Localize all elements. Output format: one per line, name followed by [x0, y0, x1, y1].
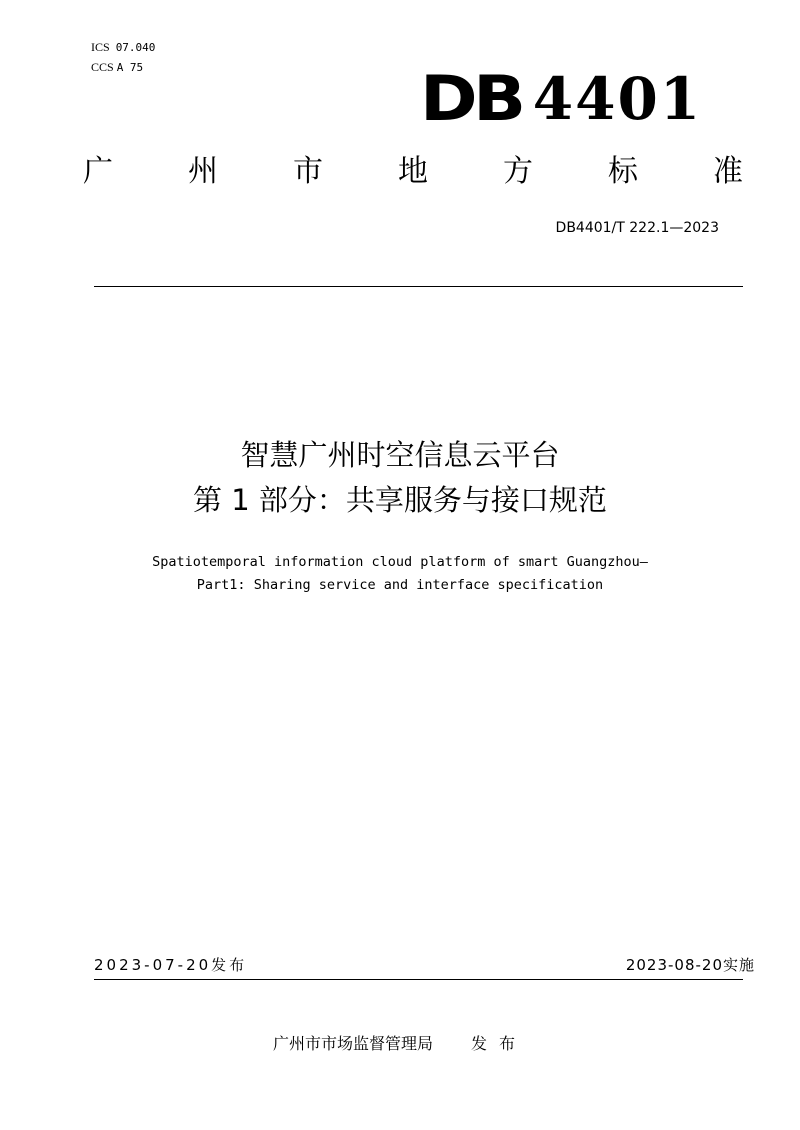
ccs-label: CCS [91, 60, 114, 74]
ics-line [91, 40, 155, 55]
header-divider [94, 286, 743, 287]
logo-prefix: DB [420, 62, 522, 135]
ics-label: ICS [91, 40, 110, 54]
standard-type-char: 广 [83, 154, 113, 189]
standard-type-char: 方 [503, 154, 533, 189]
title-en-line2: Part1: Sharing service and interface specification [196, 577, 604, 593]
issuer-line [0, 1033, 800, 1055]
release-date: 2023-07-20发布 [94, 956, 248, 974]
ccs-line [91, 60, 143, 75]
logo-number: 4401 [532, 65, 703, 133]
standard-type-char: 市 [293, 154, 323, 189]
ics-value: 07.040 [115, 41, 156, 54]
title-cn-line1: 智慧广州时空信息云平台 [240, 438, 560, 472]
standard-type-char: 标 [608, 154, 638, 189]
standard-code: DB4401/T 222.1—2023 [555, 220, 719, 236]
ccs-value: A 75 [116, 61, 144, 74]
standard-type [78, 152, 748, 192]
title-cn-line2: 第 1 部分：共享服务与接口规范 [193, 483, 607, 517]
standard-type-char: 地 [398, 154, 428, 189]
footer-divider [94, 979, 743, 980]
standard-type-char: 州 [188, 154, 218, 189]
issuer-organization: 广州市市场监督管理局 [272, 1034, 433, 1053]
issuer-action: 发布 [471, 1034, 528, 1053]
implement-date: 2023-08-20实施 [625, 956, 755, 974]
db-logo [420, 62, 703, 135]
standard-type-char: 准 [713, 154, 743, 189]
title-en-line1: Spatiotemporal information cloud platform of smart Guangzhou— [152, 554, 648, 570]
